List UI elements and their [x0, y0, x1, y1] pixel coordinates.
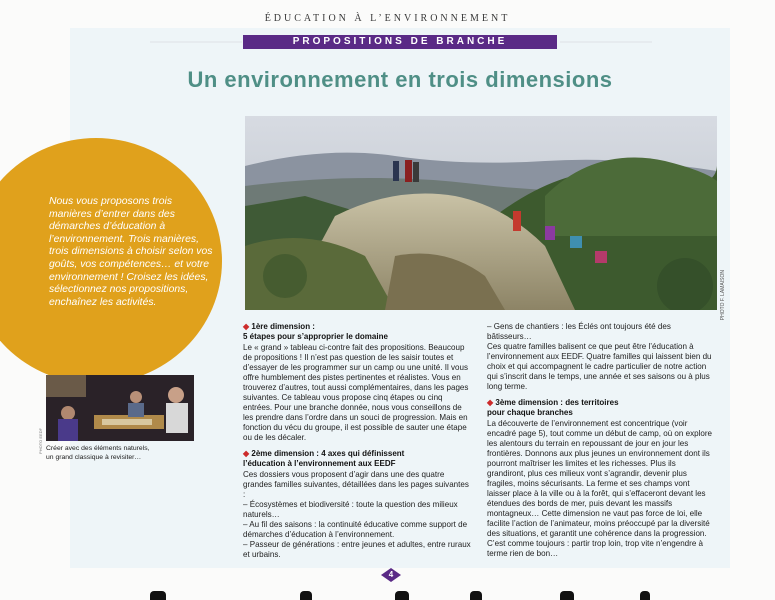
bullet: – Passeur de générations : entre jeunes et adultes, entre ruraux et urbains.	[243, 540, 471, 559]
diamond-icon: ◆	[243, 322, 250, 331]
bleed-mark	[560, 591, 574, 600]
subhead-line2: l’éducation à l’environnement aux EEDF	[243, 458, 396, 468]
bleed-mark	[395, 591, 409, 600]
rule-right	[560, 41, 652, 43]
main-photo	[245, 116, 717, 310]
subhead-dimension-3	[487, 398, 713, 417]
subhead-dimension-1	[243, 322, 471, 341]
section-bar: PROPOSITIONS DE BRANCHE	[243, 35, 557, 49]
paragraph: Le « grand » tableau ci-contre fait des propositions. Beaucoup de propositions ! Il n’est pas question de les saisir toutes et d’essayer de les programmer sur un camp ou une unité. Il vous offre humblement des pistes pertinentes et réalistes. Vous en trouverez d’autres, tout aussi complémentaires, dans les pages suivantes. Ce tableau vous propose cinq étapes ou cinq entrées. Pour une branche donnée, nous vous conseillons de les prendre dans l’ordre dans un souci de progression. Mais en fonction du vécu du groupe, il est possible de sauter une étape ou de les décaler.	[243, 343, 469, 442]
diamond-icon: ◆	[487, 398, 494, 407]
bleed-mark	[640, 591, 650, 600]
rubric-header: ÉDUCATION À L’ENVIRONNEMENT	[264, 13, 511, 24]
paragraph: Ces dossiers vous proposent d’agir dans une des quatre grandes familles suivantes, détaillées dans les pages suivantes :	[243, 470, 469, 499]
bullet: – Écosystèmes et biodiversité : toute la question des milieux naturels…	[243, 500, 458, 519]
bleed-mark	[470, 591, 482, 600]
diamond-icon: ◆	[243, 449, 250, 458]
rule-left	[150, 41, 242, 43]
photo-caption: Créer avec des éléments naturels, un grand classique à revisiter…	[46, 445, 150, 461]
bleed-mark	[300, 591, 312, 600]
paragraph: Ces quatre familles balisent ce que peut être l’éducation à l’environnement aux EEDF. Quatre familles qui laissent bien du choix et qui accompagnent le cadre particulier de notre action qui s’inscrit dans le temps, une année et ses saisons ou à plus long terme.	[487, 342, 712, 391]
subhead-line2: pour chaque branches	[487, 407, 573, 417]
intro-text: Nous vous proposons trois manières d’entrer dans des démarches d’éducation à l’environnement. Trois manières, trois dimensions à choisir selon vos goûts, vos compétences… et votre environnement ! Croisez les idées, sélectionnez nos propositions, enchaînez les activités.	[49, 196, 213, 308]
bullet: – Au fil des saisons : la continuité éducative comme support de démarches d’éducation à l’environnement.	[243, 520, 468, 539]
text-column-2	[487, 322, 713, 559]
text-column-1	[243, 322, 471, 560]
subhead-line1: 2ème dimension : 4 axes qui définissent	[251, 449, 405, 458]
page-title: Un environnement en trois dimensions	[187, 67, 613, 92]
subhead-line1: 1ère dimension :	[251, 322, 315, 331]
subhead-line1: 3ème dimension : des territoires	[495, 398, 619, 407]
small-photo	[46, 375, 194, 441]
photo-credit: PHOTO F. LAMAISON	[720, 270, 726, 321]
bullet: – Gens de chantiers : les Éclés ont toujours été des bâtisseurs…	[487, 322, 671, 341]
bleed-mark	[150, 591, 166, 600]
subhead-line2: 5 étapes pour s’approprier le domaine	[243, 331, 388, 341]
paragraph: La découverte de l’environnement est concentrique (voir encadré page 5), tout comme un début de camp, où on explore les alentours du terrain en repoussant de jour en jour les frontières. Donnons aux plus jeunes un environnement dont ils pourront maîtriser les limites et les richesses. Plus ils grandiront, plus ces milieux vont s’agrandir, devenir plus fragiles, moins sécurisants. La ferme et ses champs vont laisser place à la ville ou à la forêt, qui s’effaceront devant les étendues des bords de mer, puis devant les massifs montagneux… Cette dimension ne vaut pas force de loi, elle facilite l’action de l’animateur, moins préoccupé par la diversité des situations, et garantit une cohérence dans la progression. C’est comme toujours : partir trop loin, trop vite n’engendre à terme rien de bon…	[487, 419, 713, 558]
subhead-dimension-2	[243, 449, 471, 468]
small-photo-credit: PHOTO EEDF	[38, 428, 43, 454]
page-number: 4	[388, 570, 394, 579]
